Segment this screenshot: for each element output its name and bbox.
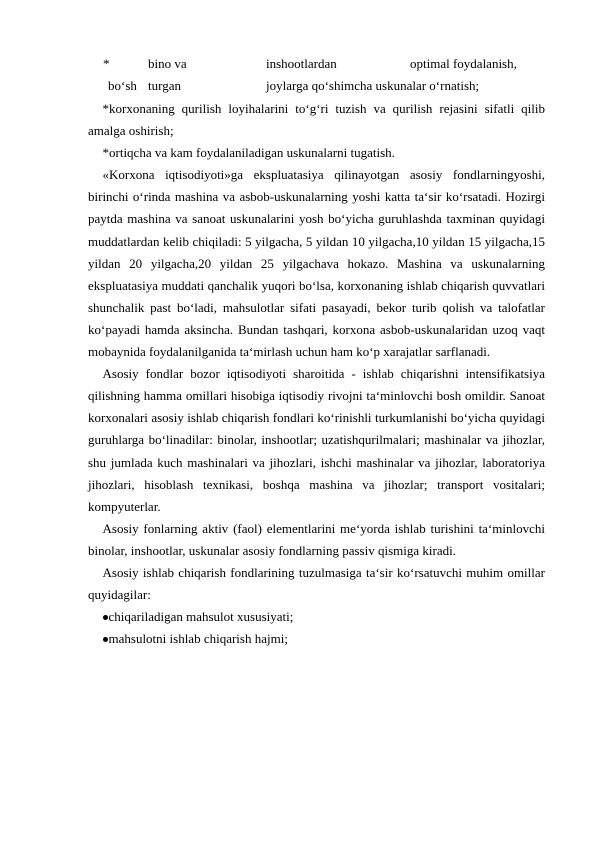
bullet-dot-icon — [103, 615, 108, 620]
bullet-item — [88, 606, 545, 628]
tab-cell: turgan — [148, 78, 181, 93]
tab-cell: joylarga qo‘shimcha uskunalar o‘rnatish; — [266, 78, 480, 93]
tab-cell: bino va — [148, 56, 187, 71]
paragraph: Asosiy ishlab chiqarish fondlarining tuzulmasiga ta‘sir ko‘rsatuvchi muhim omillar quyidagilar: — [88, 564, 545, 603]
tab-cell: bo‘sh — [108, 78, 137, 93]
asterisk-marker: * — [103, 56, 110, 71]
bullet-dot-icon — [103, 637, 108, 642]
paragraph: Asosiy fondlar bozor iqtisodiyoti sharoitida - ishlab chiqarishni intensifikatsiya qilishning hamma omillari hisobiga iqtisodiy rivojni ta‘minlovchi bosh omildir. Sanoat korxonalari asosiy ishlab chiqarish fondlari ko‘rinishli turkumlanishi bo‘yicha quyidagi guruhlarga bo‘linadilar: binolar, inshootlar; uzatishqurilmalari; mashinalar va jihozlar, shu jumlada kuch mashinalari va jihozlari, ishchi mashinalar va jihozlar, laboratoriya jihozlari, hisoblash texnikasi, boshqa mashina va jihozlar; transport vositalari; kompyuterlar. — [88, 366, 545, 514]
tab-cell: inshootlardan — [266, 56, 337, 71]
paragraph: *ortiqcha va kam foydalaniladigan uskunalarni tugatish. — [102, 145, 395, 161]
bullet-text: mahsulotni ishlab chiqarish hajmi; — [108, 631, 288, 647]
paragraph: Asosiy fonlarning aktiv (faol) elementlarini me‘yorda ishlab turishini ta‘minlovchi binolar, inshootlar, uskunalar asosiy fondlarning passiv qismiga kiradi. — [88, 520, 545, 558]
tab-row-2 — [0, 76, 595, 96]
body-text — [88, 98, 545, 650]
tab-row-1 — [0, 54, 595, 74]
paragraph: «Korxona iqtisodiyoti»ga ekspluatasiya qilinayotgan asosiy fondlarningyoshi, birinchi o‘rinda mashina va asbob-uskunalarning yoshi katta ta‘sir ko‘rsatadi. Hozirgi paytda mashina va sanoat uskunalarini yosh bo‘yicha guruhlashda taxminan quyidagi muddatlardan kelib chiqiladi: 5 yilgacha, 5 yildan 10 yilgacha,10 yildan 15 yilgacha,15 yildan 20 yilgacha,20 yildan 25 yilgachava hokazo. Mashina va uskunalarning ekspluatasiya muddati qanchalik yuqori bo‘lsa, korxonaning ishlab chiqarish quvvatlari shunchalik past bo‘ladi, mahsulotlar sifati pasayadi, bekor turib qolish va talofatlar ko‘payadi hamda aksincha. Bundan tashqari, korxona asbob-uskunalaridan uzoq vaqt mobaynida foydalanilganida ta‘mirlash uchun ham ko‘p xarajatlar sarflanadi. — [88, 167, 545, 360]
bullet-text: chiqariladigan mahsulot xususiyati; — [108, 609, 294, 625]
tab-cell: optimal foydalanish, — [410, 56, 517, 71]
paragraph: *korxonaning qurilish loyihalarini to‘g‘ri tuzish va qurilish rejasini sifatli qilib amalga oshirish; — [88, 101, 545, 139]
bullet-item — [88, 628, 545, 650]
